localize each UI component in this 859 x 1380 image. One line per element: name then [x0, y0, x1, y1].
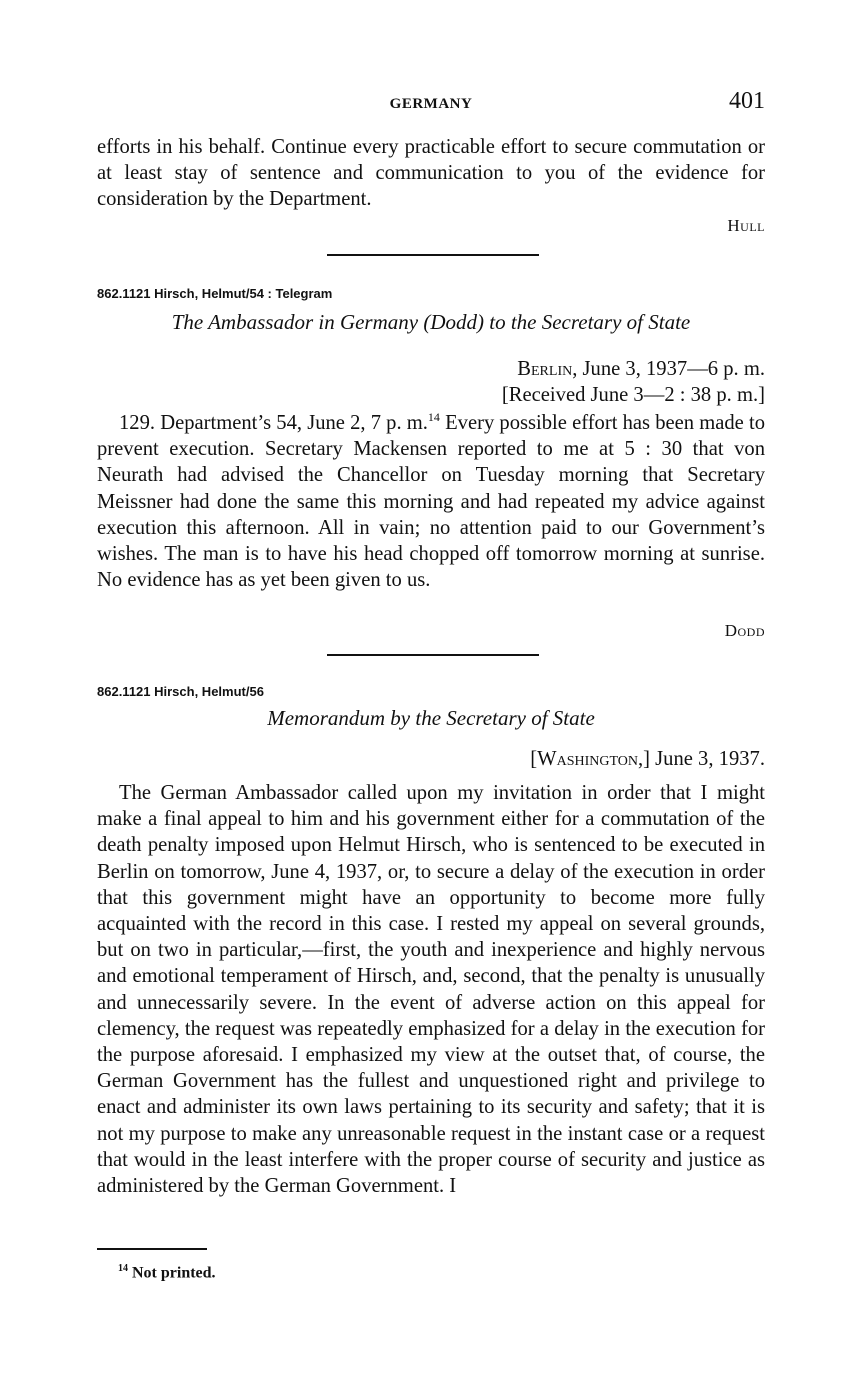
memorandum-title: Memorandum by the Secretary of State — [267, 706, 595, 730]
telegram-body-start: 129. Department’s 54, June 2, 7 p. m. — [119, 412, 428, 434]
footnote-divider — [97, 1248, 207, 1250]
signature-hull: Hull — [727, 216, 765, 235]
telegram-body — [97, 410, 765, 593]
memorandum-place: [Washington,] — [530, 748, 651, 770]
page-number: 401 — [729, 88, 765, 114]
signature-dodd: Dodd — [724, 621, 765, 640]
telegram-dateline — [517, 356, 765, 382]
telegram-title: The Ambassador in Germany (Dodd) to the Secretary of State — [171, 310, 691, 334]
telegram-date-sent: , June 3, 1937—6 p. m. — [572, 358, 765, 380]
section-divider — [327, 254, 539, 256]
footnote-reference: 14 — [427, 410, 440, 425]
running-head — [97, 88, 765, 122]
memorandum-file-reference: 862.1121 Hirsch, Helmut/56 — [97, 684, 264, 699]
memorandum-dateline — [530, 746, 765, 772]
memorandum-date: June 3, 1937. — [650, 748, 765, 770]
footnote-text: Not printed. — [128, 1264, 216, 1282]
telegram-body-rest: Every possible effort has been made to prevent execution. Secretary Mackensen reported to me at 5 : 30 that von Neurath had advised the Chancellor on Tuesday morning that Secretary Meissner had done the same this morning and had repeated my advice against execution this afternoon. All in vain; no attention paid to our Government’s wishes. The man is to have his head chopped off tomorrow morning at sunrise. No evidence has as yet been given to us. — [97, 412, 765, 592]
footnote — [118, 1263, 216, 1282]
telegram-received: [Received June 3—2 : 38 p. m.] — [501, 384, 765, 406]
memorandum-body: The German Ambassador called upon my invitation in order that I might make a final appeal to him and his government either for a commutation of the death penalty imposed upon Helmut Hirsch, who is sentenced to be executed in Berlin on tomorrow, June 4, 1937, or, to secure a delay of the execution in order that this government might have an opportunity to become more fully acquainted with the record in this case. I rested my appeal on several grounds, but on two in particular,—first, the youth and inexperience and highly nervous and emotional temperament of Hirsch, and, second, that the penalty is unusually and unnecessarily severe. In the event of adverse action on this appeal for clemency, the request was repeatedly emphasized for a delay in the execution for the purpose aforesaid. I emphasized my view at the outset that, of course, the German Government has the fullest and unquestioned right and privilege to enact and administer its own laws pertaining to its security and safety; that it is not my purpose to make any unreasonable request in the instant case or a request that would in the least interfere with the proper course of security and justice as administered by the German Government. I — [97, 782, 765, 1198]
section-divider — [327, 654, 539, 656]
telegram-file-reference: 862.1121 Hirsch, Helmut/54 : Telegram — [97, 286, 333, 301]
footnote-marker: 14 — [118, 1263, 128, 1274]
continuation-paragraph: efforts in his behalf. Continue every practicable effort to secure commutation or at least stay of sentence and communication to you of the evidence for consideration by the Department. — [97, 136, 765, 211]
telegram-place: Berlin — [517, 358, 573, 380]
running-head-title: GERMANY — [389, 96, 473, 112]
